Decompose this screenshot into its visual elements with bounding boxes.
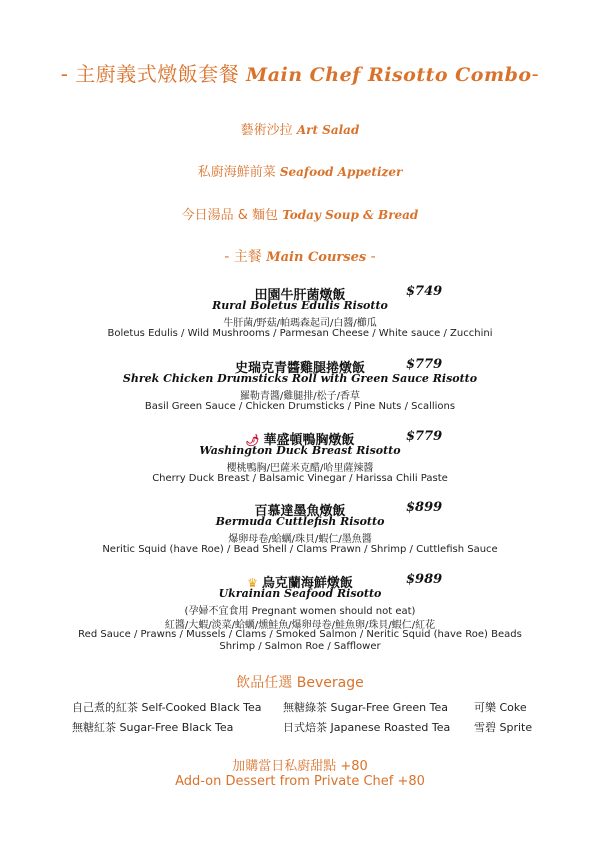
course-appetizer-zh: 私廚海鮮前菜	[197, 165, 276, 180]
dish-ingredients-zh: 牛肝菌/野菇/帕瑪森起司/白醬/櫛瓜	[223, 318, 377, 329]
beverage-item: 自己煮的紅茶 Self-Cooked Black Tea	[72, 701, 262, 714]
menu-title-zh: - 主廚義式燉飯套餐	[60, 62, 240, 86]
dish-price: $749	[406, 284, 443, 299]
dish-price: $779	[406, 357, 443, 372]
dish-ingredients-zh: 紅醬/大蝦/淡菜/蛤蠣/燻鮭魚/爆卵母卷/鮭魚卵/珠貝/蝦仁/紅花	[164, 620, 436, 631]
dish-ingredients-en: Neritic Squid (have Roe) / Bead Shell / Clams Prawn / Shrimp / Cuttlefish Sauce	[102, 544, 498, 555]
course-soup	[0, 204, 600, 223]
beverage-item: 日式焙茶 Japanese Roasted Tea	[283, 721, 451, 734]
menu-title-en: Main Chef Risotto Combo	[246, 64, 532, 86]
dish-name-zh: 田園牛肝菌燉飯	[254, 288, 346, 303]
dish-ingredients-zh: 櫻桃鴨胸/巴薩米克醋/哈里薩辣醬	[226, 463, 374, 474]
course-soup-en: Today Soup & Bread	[282, 208, 419, 222]
dessert-zh: 加購當日私廚甜點 +80	[232, 759, 368, 774]
dish-price: $779	[406, 429, 443, 444]
dish-name-zh: 史瑞克青醬雞腿捲燉飯	[234, 361, 365, 376]
main-courses-header-tail: -	[370, 249, 376, 265]
dish-name-en: Ukrainian Seafood Risotto	[218, 587, 382, 600]
dish-ingredients-zh: 羅勒青醬/雞腿排/松子/香草	[239, 391, 361, 402]
main-courses-header-en: Main Courses	[266, 250, 367, 265]
dish-name-en: Bermuda Cuttlefish Risotto	[215, 515, 385, 528]
beverage-item: 無糖紅茶 Sugar-Free Black Tea	[72, 721, 234, 734]
menu-title-tail: -	[531, 62, 540, 86]
course-appetizer	[0, 161, 600, 180]
beverage-item: 無糖綠茶 Sugar-Free Green Tea	[283, 701, 448, 714]
dish-name-en: Shrek Chicken Drumsticks Roll with Green Sauce Risotto	[122, 372, 478, 385]
dish-name-zh: 華盛頓鴨胸燉飯	[263, 433, 355, 448]
course-salad-en: Art Salad	[296, 123, 360, 137]
dish-ingredients-en: Cherry Duck Breast / Balsamic Vinegar / Harissa Chili Paste	[152, 473, 448, 484]
dish-name-zh: 烏克蘭海鮮燉飯	[261, 576, 353, 591]
dish-name-zh: 百慕達墨魚燉飯	[254, 504, 346, 519]
dish-ingredients-en: Boletus Edulis / Wild Mushrooms / Parmesan Cheese / White sauce / Zucchini	[107, 328, 493, 339]
main-courses-header	[0, 246, 600, 266]
chili-pepper-icon: 🌶	[245, 434, 260, 447]
dish-price: $899	[406, 500, 443, 515]
crown-icon: ♛	[247, 576, 258, 590]
course-salad-zh: 藝術沙拉	[240, 123, 293, 138]
course-appetizer-en: Seafood Appetizer	[279, 165, 403, 179]
main-courses-header-zh: - 主餐	[224, 249, 262, 265]
dish-name-en: Washington Duck Breast Risotto	[199, 444, 401, 457]
dish-note: (孕婦不宜食用 Pregnant women should not eat)	[184, 606, 416, 617]
dessert-en: Add-on Dessert from Private Chef +80	[175, 774, 425, 789]
dish-name-en: Rural Boletus Edulis Risotto	[212, 299, 388, 312]
beverage-item: 可樂 Coke	[474, 701, 527, 714]
menu-title	[0, 58, 600, 87]
beverage-item: 雪碧 Sprite	[474, 721, 533, 734]
beverage-title: 飲品任選 Beverage	[236, 675, 364, 691]
dish-price: $989	[406, 572, 443, 587]
dish-ingredients-en: Red Sauce / Prawns / Mussels / Clams / Smoked Salmon / Neritic Squid (have Roe) Beads	[78, 629, 522, 640]
course-salad	[0, 119, 600, 138]
dish-ingredients-zh: 爆卵母卷/蛤蠣/珠貝/蝦仁/墨魚醬	[228, 534, 372, 545]
course-soup-zh: 今日湯品 & 麵包	[181, 208, 279, 223]
dish-ingredients-en-2: Shrimp / Salmon Roe / Safflower	[219, 641, 381, 652]
dish-ingredients-en: Basil Green Sauce / Chicken Drumsticks / Pine Nuts / Scallions	[144, 401, 456, 412]
